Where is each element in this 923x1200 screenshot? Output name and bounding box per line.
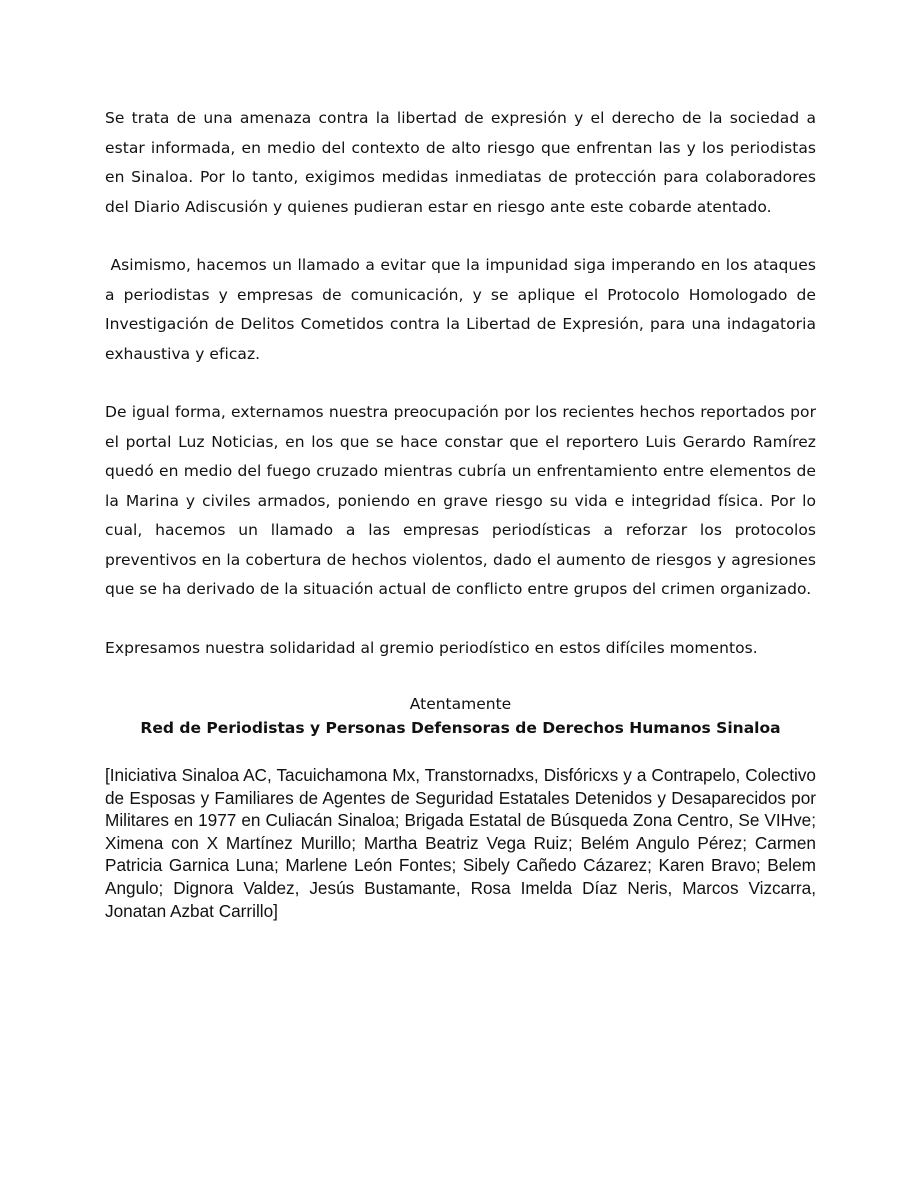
paragraph-concern: De igual forma, externamos nuestra preocupación por los recientes hechos reportados por el portal Luz Noticias, en los que se hace constar que el reportero Luis Gerardo Ramírez quedó en medio del fuego cruzado mientras cubría un enfrentamiento entre elementos de la Marina y civiles armados, poniendo en grave riesgo su vida e integridad física. Por lo cual, hacemos un llamado a las empresas periodísticas a reforzar los protocolos preventivos en la cobertura de hechos violentos, dado el aumento de riesgos y agresiones que se ha derivado de la situación actual de conflicto entre grupos del crimen organizado. (105, 403, 816, 598)
document-body (105, 104, 821, 922)
paragraph-solidarity: Expresamos nuestra solidaridad al gremio periodístico en estos difíciles momentos. (105, 638, 758, 657)
paragraph-threat: Se trata de una amenaza contra la libertad de expresión y el derecho de la sociedad a estar informada, en medio del contexto de alto riesgo que enfrentan las y los periodistas en Sinaloa. Por lo tanto, exigimos medidas inmediatas de protección para colaboradores del Diario Adiscusión y quienes pudieran estar en riesgo ante este cobarde atentado. (105, 109, 816, 216)
closing-salutation: Atentamente (409, 695, 512, 713)
organization-name: Red de Periodistas y Personas Defensoras de Derechos Humanos Sinaloa (140, 719, 781, 737)
signature-block (105, 692, 816, 740)
paragraph-impunity: Asimismo, hacemos un llamado a evitar que la impunidad siga imperando en los ataques a periodistas y empresas de comunicación, y se aplique el Protocolo Homologado de Investigación de Delitos Cometidos contra la Libertad de Expresión, para una indagatoria exhaustiva y eficaz. (105, 256, 821, 363)
member-list: [Iniciativa Sinaloa AC, Tacuichamona Mx, Transtornadxs, Disfóricxs y a Contrapelo, Colectivo de Esposas y Familiares de Agentes de Seguridad Estatales Detenidos y Desaparecidos por Militares en 1977 en Culiacán Sinaloa; Brigada Estatal de Búsqueda Zona Centro, Se VIHve; Ximena con X Martínez Murillo; Martha Beatriz Vega Ruiz; Belém Angulo Pérez; Carmen Patricia Garnica Luna; Marlene León Fontes; Sibely Cañedo Cázarez; Karen Bravo; Belem Angulo; Dignora Valdez, Jesús Bustamante, Rosa Imelda Díaz Neris, Marcos Vizcarra, Jonatan Azbat Carrillo] (105, 765, 816, 921)
